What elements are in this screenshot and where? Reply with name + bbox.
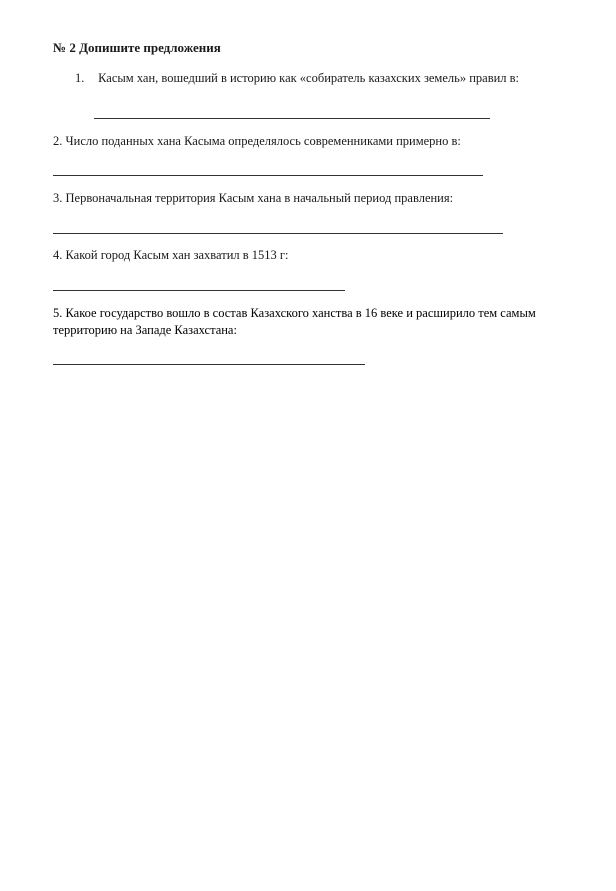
page-title: № 2 Допишите предложения (53, 40, 221, 55)
answer-line-4[interactable] (53, 290, 345, 291)
question-5 (53, 305, 578, 339)
answer-line-1[interactable] (94, 118, 490, 119)
question-number: 4. (53, 248, 63, 262)
question-number: 1. (75, 71, 85, 85)
answer-line-3[interactable] (53, 233, 503, 234)
answer-line-2[interactable] (53, 175, 483, 176)
question-2 (53, 133, 461, 150)
question-text: Число поданных хана Касыма определялось современниками примерно в: (65, 134, 461, 148)
question-text: Какое государство вошло в состав Казахского ханства в 16 веке и расширило тем самым территорию на Западе Казахстана: (53, 306, 536, 337)
question-text: Первоначальная территория Касым хана в начальный период правления: (65, 191, 454, 205)
question-number: 3. (53, 191, 63, 205)
question-3 (53, 190, 453, 207)
question-text: Касым хан, вошедший в историю как «собиратель казахских земель» правил в: (98, 71, 520, 85)
answer-line-5[interactable] (53, 364, 365, 365)
question-number: 2. (53, 134, 63, 148)
question-text: Какой город Касым хан захватил в 1513 г: (65, 248, 289, 262)
question-4 (53, 247, 289, 264)
question-1 (75, 70, 519, 87)
question-number: 5. (53, 306, 63, 320)
